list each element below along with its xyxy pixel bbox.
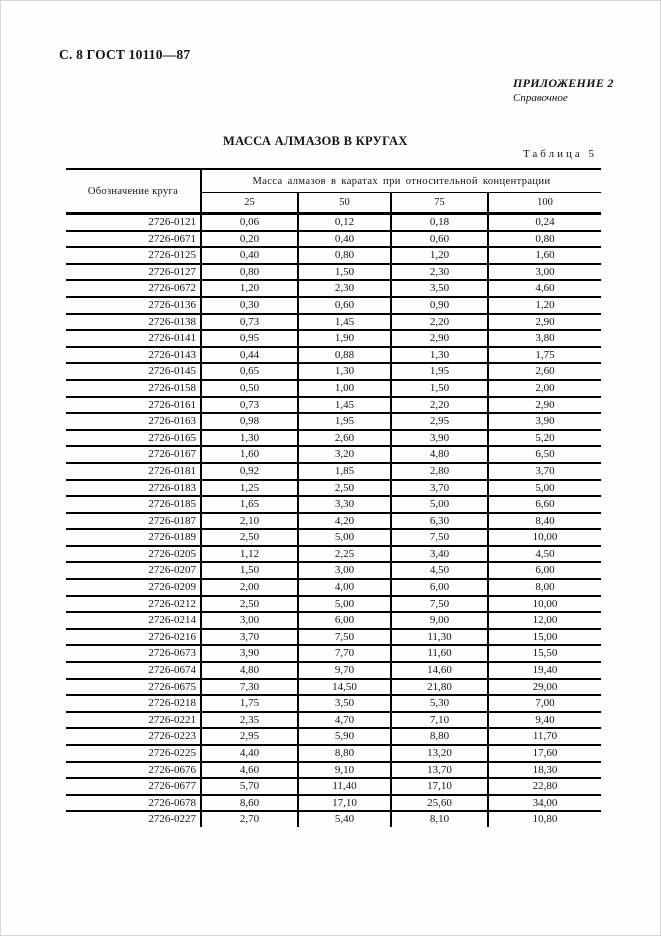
table-row xyxy=(66,480,601,497)
mass-value-cell: 0,30 xyxy=(201,297,298,314)
mass-value-cell: 4,60 xyxy=(201,762,298,779)
table-row xyxy=(66,463,601,480)
mass-value-cell: 8,40 xyxy=(488,513,601,530)
table-row xyxy=(66,280,601,297)
mass-value-cell: 5,00 xyxy=(298,529,391,546)
circle-designation-cell: 2726-0227 xyxy=(66,811,201,827)
mass-value-cell: 29,00 xyxy=(488,679,601,696)
mass-value-cell: 4,50 xyxy=(391,562,488,579)
mass-value-cell: 4,40 xyxy=(201,745,298,762)
table-caption: Таблица 5 xyxy=(522,148,597,160)
circle-designation-cell: 2726-0225 xyxy=(66,745,201,762)
diamond-mass-table xyxy=(66,168,601,827)
mass-value-cell: 15,50 xyxy=(488,645,601,662)
column-header-concentration-75: 75 xyxy=(391,193,488,214)
mass-value-cell: 6,00 xyxy=(298,612,391,629)
mass-value-cell: 2,70 xyxy=(201,811,298,827)
circle-designation-cell: 2726-0212 xyxy=(66,596,201,613)
mass-value-cell: 0,80 xyxy=(298,247,391,264)
mass-value-cell: 3,00 xyxy=(298,562,391,579)
mass-value-cell: 0,88 xyxy=(298,347,391,364)
circle-designation-cell: 2726-0158 xyxy=(66,380,201,397)
mass-value-cell: 3,90 xyxy=(488,413,601,430)
mass-value-cell: 1,60 xyxy=(488,247,601,264)
mass-value-cell: 1,95 xyxy=(391,363,488,380)
table-row xyxy=(66,513,601,530)
mass-value-cell: 0,20 xyxy=(201,231,298,248)
mass-value-cell: 9,70 xyxy=(298,662,391,679)
mass-value-cell: 8,80 xyxy=(391,728,488,745)
mass-value-cell: 2,25 xyxy=(298,546,391,563)
circle-designation-cell: 2726-0678 xyxy=(66,795,201,812)
mass-value-cell: 1,60 xyxy=(201,446,298,463)
mass-value-cell: 0,95 xyxy=(201,330,298,347)
mass-value-cell: 21,80 xyxy=(391,679,488,696)
mass-value-cell: 2,50 xyxy=(298,480,391,497)
mass-value-cell: 2,30 xyxy=(391,264,488,281)
mass-value-cell: 3,70 xyxy=(488,463,601,480)
table-row xyxy=(66,347,601,364)
mass-value-cell: 1,20 xyxy=(391,247,488,264)
mass-value-cell: 3,70 xyxy=(201,629,298,646)
circle-designation-cell: 2726-0121 xyxy=(148,216,196,228)
mass-value-cell: 10,00 xyxy=(488,596,601,613)
mass-value-cell: 5,00 xyxy=(298,596,391,613)
circle-designation-cell: 2726-0672 xyxy=(66,280,201,297)
mass-value-cell: 5,90 xyxy=(298,728,391,745)
mass-value-cell: 6,60 xyxy=(488,496,601,513)
mass-value-cell: 0,80 xyxy=(201,264,298,281)
circle-designation-cell: 2726-0161 xyxy=(66,397,201,414)
table-row xyxy=(66,695,601,712)
mass-value-cell: 13,20 xyxy=(391,745,488,762)
mass-value-cell: 0,40 xyxy=(298,231,391,248)
mass-value-cell: 1,90 xyxy=(298,330,391,347)
column-header-designation: Обозначение круга xyxy=(66,169,201,214)
mass-value-cell: 2,50 xyxy=(201,596,298,613)
mass-value-cell: 0,90 xyxy=(391,297,488,314)
mass-value-cell: 1,50 xyxy=(201,562,298,579)
table-row xyxy=(66,430,601,447)
mass-value-cell: 11,40 xyxy=(298,778,391,795)
mass-value-cell: 2,30 xyxy=(298,280,391,297)
table-row xyxy=(66,745,601,762)
circle-designation-cell: 2726-0216 xyxy=(66,629,201,646)
mass-value-cell: 14,60 xyxy=(391,662,488,679)
mass-value-cell: 2,90 xyxy=(488,397,601,414)
mass-value-cell: 3,50 xyxy=(391,280,488,297)
page-header: С. 8 ГОСТ 10110—87 xyxy=(59,47,191,62)
circle-designation-cell: 2726-0207 xyxy=(66,562,201,579)
mass-value-cell: 7,00 xyxy=(488,695,601,712)
table-row xyxy=(66,546,601,563)
column-header-concentration-25: 25 xyxy=(201,193,298,214)
mass-value-cell: 2,20 xyxy=(391,314,488,331)
mass-value-cell: 2,20 xyxy=(391,397,488,414)
circle-designation-cell: 2726-0136 xyxy=(66,297,201,314)
circle-designation-cell: 2726-0167 xyxy=(66,446,201,463)
mass-value-cell: 3,80 xyxy=(488,330,601,347)
mass-value-cell: 5,30 xyxy=(391,695,488,712)
mass-value-cell: 25,60 xyxy=(391,795,488,812)
mass-value-cell: 5,20 xyxy=(488,430,601,447)
mass-value-cell: 2,60 xyxy=(298,430,391,447)
mass-value-cell: 7,50 xyxy=(298,629,391,646)
circle-designation-cell: 2726-0138 xyxy=(66,314,201,331)
mass-value-cell: 2,00 xyxy=(488,380,601,397)
table-row xyxy=(66,314,601,331)
table-row xyxy=(66,612,601,629)
mass-value-cell: 11,60 xyxy=(391,645,488,662)
circle-designation-cell: 2726-0677 xyxy=(66,778,201,795)
table-row xyxy=(66,562,601,579)
mass-value-cell: 3,20 xyxy=(298,446,391,463)
circle-designation-cell: 2726-0674 xyxy=(66,662,201,679)
mass-value-cell: 1,30 xyxy=(298,363,391,380)
table-row xyxy=(66,662,601,679)
circle-designation-cell: 2726-0143 xyxy=(66,347,201,364)
mass-value-cell: 0,65 xyxy=(201,363,298,380)
annex-block xyxy=(513,76,614,104)
mass-value-cell: 2,95 xyxy=(391,413,488,430)
mass-value-cell: 8,00 xyxy=(488,579,601,596)
table-row xyxy=(66,231,601,248)
mass-value-cell: 0,80 xyxy=(488,231,601,248)
mass-value-cell: 2,10 xyxy=(201,513,298,530)
mass-value-cell: 2,90 xyxy=(488,314,601,331)
table-row xyxy=(66,645,601,662)
annex-subtitle: Справочное xyxy=(513,92,568,104)
mass-value-cell: 5,70 xyxy=(201,778,298,795)
mass-value-cell: 0,73 xyxy=(201,397,298,414)
mass-value-cell: 4,00 xyxy=(298,579,391,596)
mass-value-cell: 7,50 xyxy=(391,529,488,546)
mass-value-cell: 1,65 xyxy=(201,496,298,513)
column-group-header: Масса алмазов в каратах при относительной концентрации xyxy=(201,169,601,193)
mass-value-cell: 1,25 xyxy=(201,480,298,497)
mass-value-cell: 0,73 xyxy=(201,314,298,331)
mass-value-cell: 2,00 xyxy=(201,579,298,596)
document-title: МАССА АЛМАЗОВ В КРУГАХ xyxy=(223,134,408,148)
mass-value-cell: 1,30 xyxy=(201,430,298,447)
mass-value-cell: 4,50 xyxy=(488,546,601,563)
mass-value-cell: 6,30 xyxy=(391,513,488,530)
mass-value-cell: 0,12 xyxy=(298,214,391,231)
mass-value-cell: 3,30 xyxy=(298,496,391,513)
circle-designation-cell: 2726-0218 xyxy=(66,695,201,712)
table-row xyxy=(66,247,601,264)
mass-value-cell: 9,10 xyxy=(298,762,391,779)
mass-value-cell: 3,70 xyxy=(391,480,488,497)
table-row xyxy=(66,330,601,347)
table-row xyxy=(66,728,601,745)
mass-value-cell: 1,50 xyxy=(298,264,391,281)
table-row xyxy=(66,264,601,281)
mass-value-cell: 0,60 xyxy=(298,297,391,314)
table-row xyxy=(66,712,601,729)
mass-value-cell: 4,70 xyxy=(298,712,391,729)
mass-value-cell: 34,00 xyxy=(488,795,601,812)
circle-designation-cell: 2726-0209 xyxy=(66,579,201,596)
mass-value-cell: 18,30 xyxy=(488,762,601,779)
mass-value-cell: 5,00 xyxy=(391,496,488,513)
table-row xyxy=(66,629,601,646)
table-row xyxy=(66,413,601,430)
mass-value-cell: 7,10 xyxy=(391,712,488,729)
mass-value-cell: 0,92 xyxy=(201,463,298,480)
mass-value-cell: 1,50 xyxy=(391,380,488,397)
mass-value-cell: 7,70 xyxy=(298,645,391,662)
mass-value-cell: 22,80 xyxy=(488,778,601,795)
mass-value-cell: 1,75 xyxy=(201,695,298,712)
table-row xyxy=(66,446,601,463)
mass-value-cell: 4,20 xyxy=(298,513,391,530)
mass-value-cell: 4,60 xyxy=(488,280,601,297)
mass-value-cell: 2,90 xyxy=(391,330,488,347)
mass-value-cell: 6,00 xyxy=(391,579,488,596)
table-row xyxy=(66,579,601,596)
mass-value-cell: 1,45 xyxy=(298,397,391,414)
mass-value-cell: 4,80 xyxy=(391,446,488,463)
mass-value-cell: 1,20 xyxy=(488,297,601,314)
mass-value-cell: 6,00 xyxy=(488,562,601,579)
mass-value-cell: 2,95 xyxy=(201,728,298,745)
mass-value-cell: 8,80 xyxy=(298,745,391,762)
table-row xyxy=(66,596,601,613)
circle-designation-cell: 2726-0125 xyxy=(66,247,201,264)
mass-value-cell: 2,80 xyxy=(391,463,488,480)
circle-designation-cell: 2726-0205 xyxy=(66,546,201,563)
circle-designation-cell: 2726-0187 xyxy=(66,513,201,530)
table-row xyxy=(66,778,601,795)
mass-value-cell: 0,44 xyxy=(201,347,298,364)
mass-value-cell: 11,70 xyxy=(488,728,601,745)
circle-designation-cell: 2726-0223 xyxy=(66,728,201,745)
mass-value-cell: 5,00 xyxy=(488,480,601,497)
mass-value-cell: 11,30 xyxy=(391,629,488,646)
table-row xyxy=(66,795,601,812)
mass-value-cell: 13,70 xyxy=(391,762,488,779)
table-row xyxy=(66,397,601,414)
mass-value-cell: 10,80 xyxy=(488,811,601,827)
mass-value-cell: 3,90 xyxy=(391,430,488,447)
mass-value-cell: 9,00 xyxy=(391,612,488,629)
circle-designation-cell: 2726-0183 xyxy=(66,480,201,497)
mass-value-cell: 1,85 xyxy=(298,463,391,480)
table-row xyxy=(66,529,601,546)
mass-value-cell: 1,20 xyxy=(201,280,298,297)
mass-value-cell: 9,40 xyxy=(488,712,601,729)
circle-designation-cell: 2726-0214 xyxy=(66,612,201,629)
mass-value-cell: 0,50 xyxy=(201,380,298,397)
mass-value-cell: 3,40 xyxy=(391,546,488,563)
circle-designation-cell: 2726-0221 xyxy=(66,712,201,729)
mass-value-cell: 3,90 xyxy=(201,645,298,662)
table-row xyxy=(66,380,601,397)
mass-value-cell: 0,24 xyxy=(488,214,601,231)
mass-value-cell: 0,40 xyxy=(201,247,298,264)
circle-designation-cell: 2726-0671 xyxy=(66,231,201,248)
mass-value-cell: 17,10 xyxy=(391,778,488,795)
mass-value-cell: 0,60 xyxy=(391,231,488,248)
mass-value-cell: 15,00 xyxy=(488,629,601,646)
mass-value-cell: 1,95 xyxy=(298,413,391,430)
circle-designation-cell: 2726-0675 xyxy=(66,679,201,696)
mass-value-cell: 1,45 xyxy=(298,314,391,331)
circle-designation-cell: 2726-0165 xyxy=(66,430,201,447)
circle-designation-cell: 2726-0141 xyxy=(66,330,201,347)
mass-value-cell: 0,98 xyxy=(201,413,298,430)
mass-value-cell: 1,30 xyxy=(391,347,488,364)
mass-value-cell: 3,50 xyxy=(298,695,391,712)
mass-value-cell: 6,50 xyxy=(488,446,601,463)
table-row xyxy=(66,811,601,827)
mass-value-cell: 3,00 xyxy=(488,264,601,281)
circle-designation-cell: 2726-0181 xyxy=(66,463,201,480)
mass-value-cell: 17,10 xyxy=(298,795,391,812)
table-body xyxy=(66,214,601,827)
table-row xyxy=(66,214,601,231)
mass-value-cell: 4,80 xyxy=(201,662,298,679)
mass-value-cell: 1,00 xyxy=(298,380,391,397)
mass-value-cell: 2,60 xyxy=(488,363,601,380)
column-header-concentration-100: 100 xyxy=(488,193,601,214)
column-header-concentration-50: 50 xyxy=(298,193,391,214)
mass-value-cell: 10,00 xyxy=(488,529,601,546)
circle-designation-cell: 2726-0185 xyxy=(66,496,201,513)
mass-value-cell: 0,18 xyxy=(391,214,488,231)
circle-designation-cell: 2726-0676 xyxy=(66,762,201,779)
table-row xyxy=(66,762,601,779)
mass-value-cell: 7,50 xyxy=(391,596,488,613)
mass-value-cell: 19,40 xyxy=(488,662,601,679)
mass-value-cell: 8,60 xyxy=(201,795,298,812)
table-row xyxy=(66,297,601,314)
table-row xyxy=(66,363,601,380)
circle-designation-cell: 2726-0145 xyxy=(66,363,201,380)
circle-designation-cell: 2726-0163 xyxy=(66,413,201,430)
mass-value-cell: 1,75 xyxy=(488,347,601,364)
mass-value-cell: 1,12 xyxy=(201,546,298,563)
circle-designation-cell: 2726-0673 xyxy=(66,645,201,662)
mass-value-cell: 0,06 xyxy=(201,214,298,231)
annex-title: ПРИЛОЖЕНИЕ 2 xyxy=(513,76,614,90)
mass-value-cell: 14,50 xyxy=(298,679,391,696)
mass-value-cell: 5,40 xyxy=(298,811,391,827)
table-row xyxy=(66,496,601,513)
mass-value-cell: 7,30 xyxy=(201,679,298,696)
circle-designation-cell: 2726-0189 xyxy=(66,529,201,546)
mass-value-cell: 8,10 xyxy=(391,811,488,827)
mass-value-cell: 2,35 xyxy=(201,712,298,729)
mass-value-cell: 17,60 xyxy=(488,745,601,762)
circle-designation-cell: 2726-0127 xyxy=(66,264,201,281)
mass-value-cell: 2,50 xyxy=(201,529,298,546)
mass-value-cell: 3,00 xyxy=(201,612,298,629)
table-row xyxy=(66,679,601,696)
mass-value-cell: 12,00 xyxy=(488,612,601,629)
